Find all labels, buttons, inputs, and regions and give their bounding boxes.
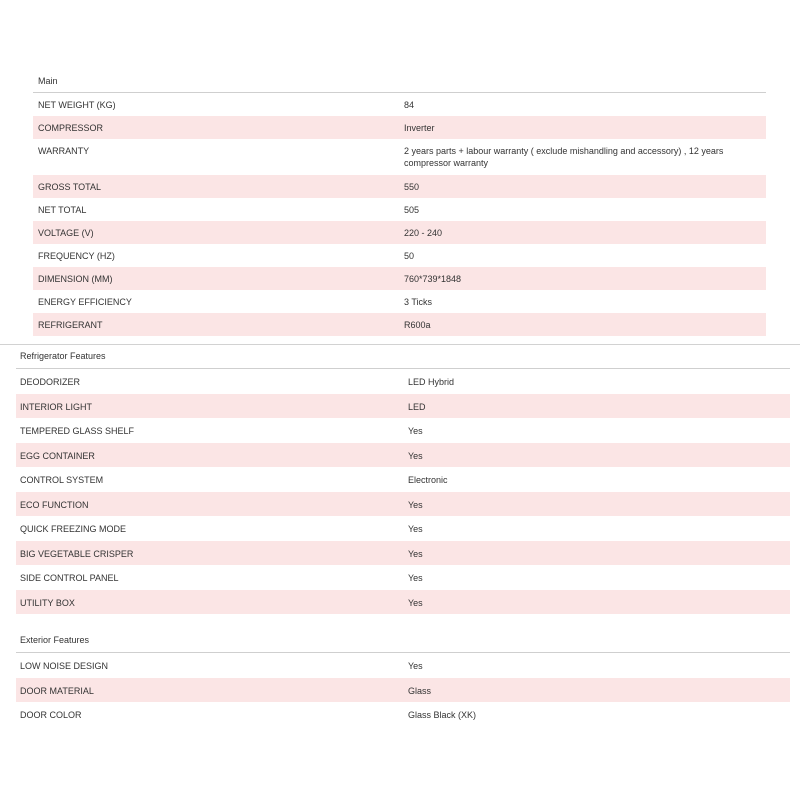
table-row bbox=[16, 492, 790, 517]
spec-label: BIG VEGETABLE CRISPER bbox=[20, 548, 134, 559]
table-row bbox=[33, 116, 766, 139]
table-row bbox=[16, 702, 790, 727]
spec-value: Glass Black (XK) bbox=[408, 710, 477, 720]
spec-value: Yes bbox=[408, 524, 423, 534]
table-row bbox=[16, 418, 790, 443]
spec-label: COMPRESSOR bbox=[38, 123, 104, 133]
table-row bbox=[16, 678, 790, 703]
spec-label: NET WEIGHT (KG) bbox=[38, 100, 116, 110]
spec-label: VOLTAGE (V) bbox=[38, 228, 94, 238]
spec-value: 84 bbox=[404, 100, 415, 110]
table-row bbox=[33, 198, 766, 221]
section-title: Exterior Features bbox=[16, 629, 790, 653]
spec-value: 3 Ticks bbox=[404, 297, 433, 307]
spec-label: ENERGY EFFICIENCY bbox=[38, 297, 132, 307]
table-row bbox=[33, 313, 766, 336]
table-row bbox=[16, 590, 790, 615]
spec-section-exterior-features bbox=[16, 629, 790, 727]
spec-value: R600a bbox=[404, 320, 431, 330]
spec-value: Yes bbox=[408, 597, 423, 608]
spec-label: SIDE CONTROL PANEL bbox=[20, 573, 119, 583]
spec-value: Yes bbox=[408, 548, 423, 559]
spec-label: EGG CONTAINER bbox=[20, 450, 95, 461]
table-row bbox=[16, 565, 790, 590]
table-row bbox=[33, 221, 766, 244]
spec-value: Yes bbox=[408, 573, 423, 583]
section-title: Main bbox=[33, 70, 766, 93]
spec-label: DOOR MATERIAL bbox=[20, 685, 94, 696]
spec-label: LOW NOISE DESIGN bbox=[20, 661, 109, 671]
spec-label: DOOR COLOR bbox=[20, 710, 82, 720]
table-row bbox=[33, 139, 766, 175]
spec-value: 760*739*1848 bbox=[404, 274, 462, 284]
spec-label: GROSS TOTAL bbox=[38, 182, 102, 192]
table-row bbox=[33, 175, 766, 198]
spec-value: 220 - 240 bbox=[404, 228, 443, 238]
spec-value: 550 bbox=[404, 182, 420, 192]
spec-label: QUICK FREEZING MODE bbox=[20, 524, 127, 534]
spec-value: 505 bbox=[404, 205, 420, 215]
section-title: Refrigerator Features bbox=[16, 345, 790, 369]
spec-section-main bbox=[33, 70, 766, 336]
spec-label: INTERIOR LIGHT bbox=[20, 401, 93, 412]
table-row bbox=[16, 653, 790, 678]
table-row bbox=[16, 467, 790, 492]
spec-value: Yes bbox=[408, 499, 423, 510]
table-row bbox=[33, 290, 766, 313]
table-row bbox=[16, 541, 790, 566]
spec-value: Inverter bbox=[404, 123, 435, 133]
spec-value: Electronic bbox=[408, 475, 448, 485]
spec-label: ECO FUNCTION bbox=[20, 499, 89, 510]
table-row bbox=[33, 267, 766, 290]
table-row bbox=[16, 443, 790, 468]
spec-value: Yes bbox=[408, 661, 423, 671]
spec-label: FREQUENCY (HZ) bbox=[38, 251, 115, 261]
table-row bbox=[33, 93, 766, 116]
spec-section-refrigerator-features bbox=[16, 345, 790, 614]
spec-value: 50 bbox=[404, 251, 415, 261]
spec-label: DEODORIZER bbox=[20, 377, 81, 387]
spec-label: UTILITY BOX bbox=[20, 597, 75, 608]
spec-value: Glass bbox=[408, 685, 432, 696]
spec-label: WARRANTY bbox=[38, 146, 90, 156]
spec-value: LED bbox=[408, 401, 426, 412]
spec-label: TEMPERED GLASS SHELF bbox=[20, 426, 135, 436]
spec-value: Yes bbox=[408, 450, 423, 461]
spec-value: LED Hybrid bbox=[408, 377, 455, 387]
spec-label: REFRIGERANT bbox=[38, 320, 103, 330]
table-row bbox=[33, 244, 766, 267]
spec-label: NET TOTAL bbox=[38, 205, 87, 215]
spec-label: CONTROL SYSTEM bbox=[20, 475, 104, 485]
table-row bbox=[16, 369, 790, 394]
table-row bbox=[16, 516, 790, 541]
spec-value: 2 years parts + labour warranty ( exclude mishandling and accessory) , 12 years compressor warranty bbox=[404, 146, 724, 168]
spec-label: DIMENSION (MM) bbox=[38, 274, 113, 284]
table-row bbox=[16, 394, 790, 419]
spec-value: Yes bbox=[408, 426, 423, 436]
